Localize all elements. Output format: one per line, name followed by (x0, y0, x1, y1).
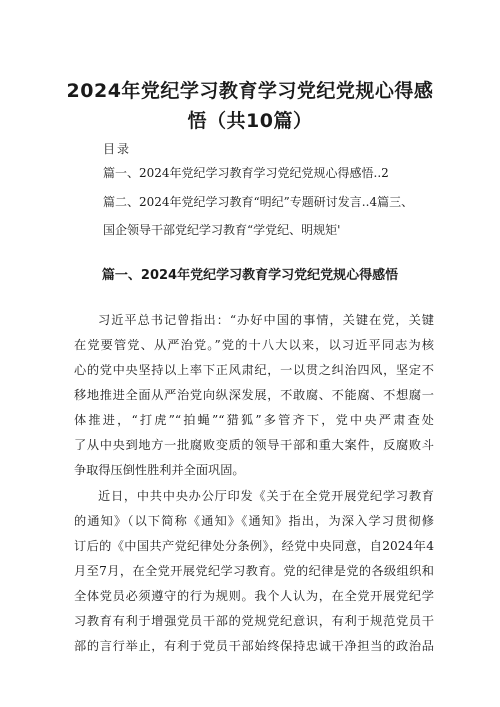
document-title-line-2: 悟（共10篇） (187, 110, 313, 132)
toc-heading: 目录 (103, 142, 132, 156)
toc-entry[interactable]: 篇一、2024年党纪学习教育学习党纪党规心得感悟..2 (103, 166, 389, 180)
paragraph-2-line: 订后的《中国共产党纪律处分条例》，经党中央同意，自2024年4 (74, 539, 434, 553)
document-title-line-1: 2024年党纪学习教育学习党纪党规心得感 (66, 80, 434, 102)
paragraph-1-line: 移地推进全面从严治党向纵深发展，不敢腐、不能腐、不想腐一 (74, 388, 434, 402)
paragraph-1-line: 争取得压倒性胜利并全面巩固。 (74, 463, 245, 477)
paragraph-1-line: 体推进，“打虎”“拍蝇”“猎狐”多管齐下，党中央严肃查处 (74, 413, 434, 427)
paragraph-1-line: 习近平总书记曾指出：“办好中国的事情，关键在党，关键 (98, 313, 434, 327)
paragraph-2-line: 月至7月，在全党开展党纪学习教育。党的纪律是党的各级组织和 (74, 564, 434, 578)
paragraph-1-line: 心的党中央坚持以上率下正风肃纪，一以贯之纠治四风，坚定不 (74, 363, 434, 377)
paragraph-2-line: 全体党员必须遵守的行为规则。我个人认为，在全党开展党纪学 (74, 589, 434, 603)
toc-entry[interactable]: 国企领导干部党纪学习教育“学党纪、明规矩' (103, 223, 341, 237)
paragraph-2-line: 习教育有利于增强党员干部的党规党纪意识，有利于规范党员干 (74, 614, 434, 628)
paragraph-1-line: 了从中央到地方一批腐败变质的领导干部和重大案件，反腐败斗 (74, 438, 434, 452)
toc-entry[interactable]: 篇二、2024年党纪学习教育“明纪”专题研讨发言..4篇三、 (103, 195, 414, 209)
paragraph-2-line: 近日，中共中央办公厅印发《关于在全党开展党纪学习教育 (98, 489, 434, 503)
paragraph-1-line: 在党要管党、从严治党。”党的十八大以来，以习近平同志为核 (74, 338, 434, 352)
paragraph-2-line: 部的言行举止，有利于党员干部始终保持忠诚干净担当的政治品 (74, 639, 434, 653)
section-heading: 篇一、2024年党纪学习教育学习党纪党规心得感悟 (101, 268, 399, 283)
paragraph-2-line: 的通知》（以下简称《通知》《通知》指出，为深入学习贯彻修 (74, 514, 434, 528)
